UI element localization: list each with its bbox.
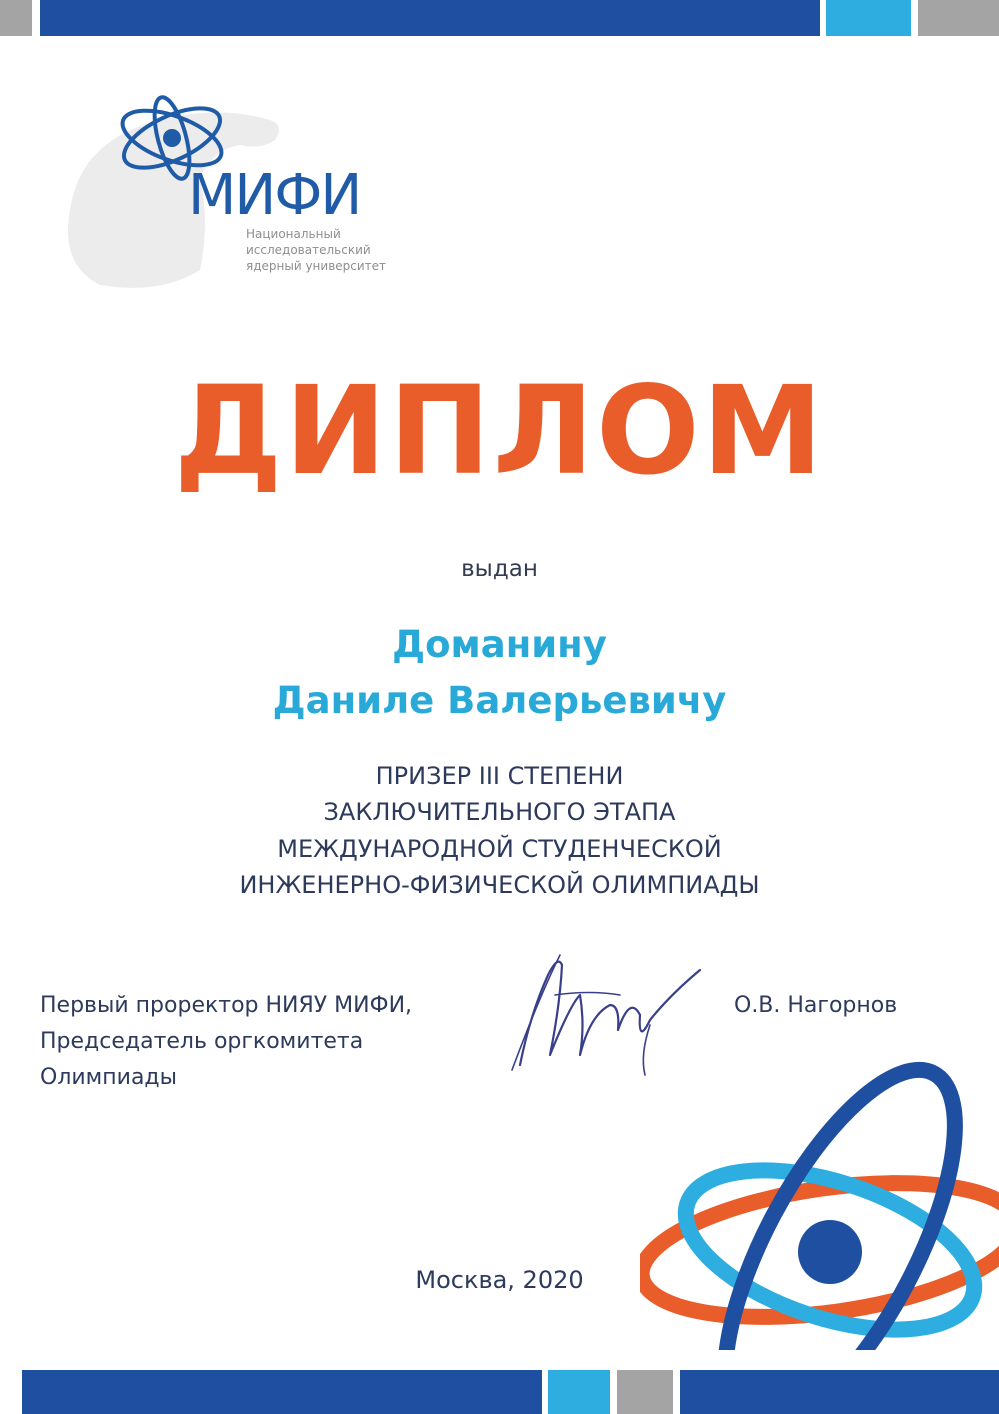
diploma-title: ДИПЛОМ (173, 360, 826, 502)
top-stripe-gray-right (918, 0, 999, 36)
award-line: МЕЖДУНАРОДНОЙ СТУДЕНЧЕСКОЙ (277, 835, 722, 863)
signatory-name: О.В. Нагорнов (734, 993, 898, 1018)
logo-subtitle-line: ядерный университет (246, 259, 387, 273)
logo-subtitle-line: исследовательский (246, 243, 371, 257)
place-and-year: Москва, 2020 (415, 1266, 584, 1294)
top-stripe-navy (40, 0, 820, 36)
signatory-position-line: Председатель оргкомитета (40, 1029, 364, 1054)
top-stripe-gray-left (0, 0, 32, 36)
recipient-surname: Доманину (392, 623, 607, 666)
signatory-position-line: Первый проректор НИЯУ МИФИ, (40, 993, 413, 1018)
recipient-given-name: Даниле Валерьевичу (272, 679, 727, 722)
issued-label: выдан (461, 556, 538, 582)
logo-subtitle-line: Национальный (246, 227, 341, 241)
top-stripe-cyan (826, 0, 911, 36)
bottom-stripe-cyan (548, 1370, 610, 1414)
atom-decoration-icon (640, 1020, 999, 1350)
bottom-stripe-navy (22, 1370, 542, 1414)
award-line: ПРИЗЕР III СТЕПЕНИ (375, 762, 624, 790)
signatory-position (40, 988, 520, 1096)
award-line: ЗАКЛЮЧИТЕЛЬНОГО ЭТАПА (323, 798, 676, 826)
logo-wordmark: МИФИ (188, 163, 361, 228)
award-line: ИНЖЕНЕРНО-ФИЗИЧЕСКОЙ ОЛИМПИАДЫ (239, 871, 760, 899)
bottom-stripe-gray (617, 1370, 673, 1414)
signatory-position-line: Олимпиады (40, 1065, 178, 1090)
university-logo (60, 80, 420, 300)
logo-subtitle (246, 226, 436, 274)
bottom-stripe-navy-right (680, 1370, 999, 1414)
